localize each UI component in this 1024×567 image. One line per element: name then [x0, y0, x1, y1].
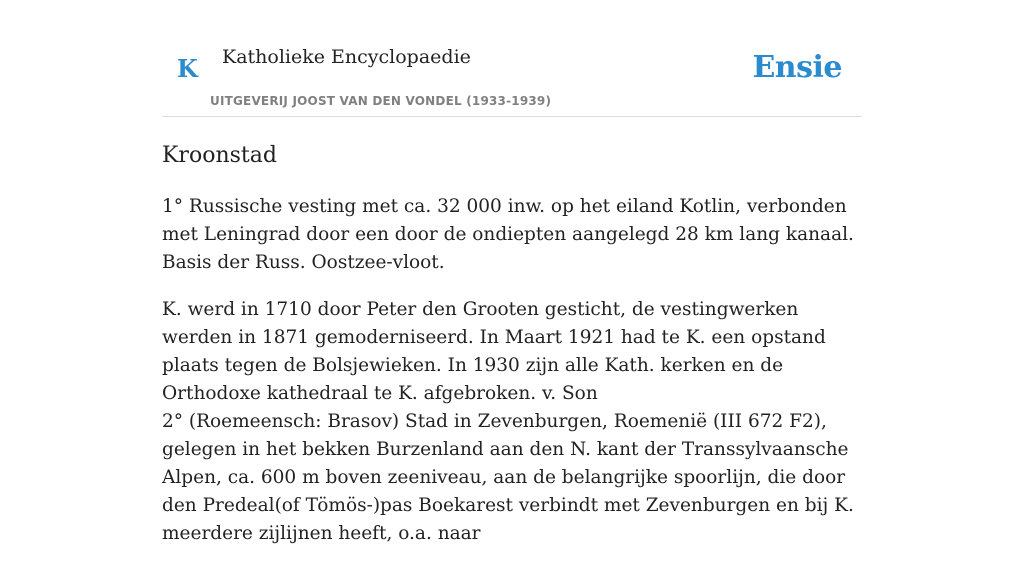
article-paragraph: K. werd in 1710 door Peter den Grooten gesticht, de vestingwerken werden in 1871 gemoderniseerd. In Maart 1921 had te K. een opstand plaats tegen de Bolsjewieken. In 1930 zijn alle Kath. kerken en de Orthodoxe kathedraal te K. afgebroken. v. Son: [162, 299, 826, 404]
publication-logo[interactable]: K: [177, 54, 198, 83]
header: [162, 0, 862, 117]
page: [162, 0, 862, 567]
article: [162, 141, 862, 548]
article-paragraph: 1° Russische vesting met ca. 32 000 inw. op het eiland Kotlin, verbonden met Leningrad door een door de ondiepten aangelegd 28 km lang kanaal. Basis der Russ. Oostzee-vloot.: [162, 196, 854, 273]
publisher-label: UITGEVERIJ JOOST VAN DEN VONDEL (1933-1939): [210, 94, 552, 108]
publication-title[interactable]: Katholieke Encyclopaedie: [222, 46, 471, 68]
article-title: Kroonstad: [162, 143, 277, 168]
article-paragraph: 2° (Roemeensch: Brasov) Stad in Zevenburgen, Roemenië (III 672 F2), gelegen in het bekken Burzenland aan den N. kant der Transsylvaansche Alpen, ca. 600 m boven zeeniveau, aan de belangrijke spoorlijn, die door den Predeal(of Tömös-)pas Boekarest verbindt met Zevenburgen en bij K. meerdere zijlijnen heeft, o.a. naar: [162, 411, 854, 544]
site-logo[interactable]: Ensie: [752, 50, 842, 85]
article-body: [162, 193, 862, 548]
